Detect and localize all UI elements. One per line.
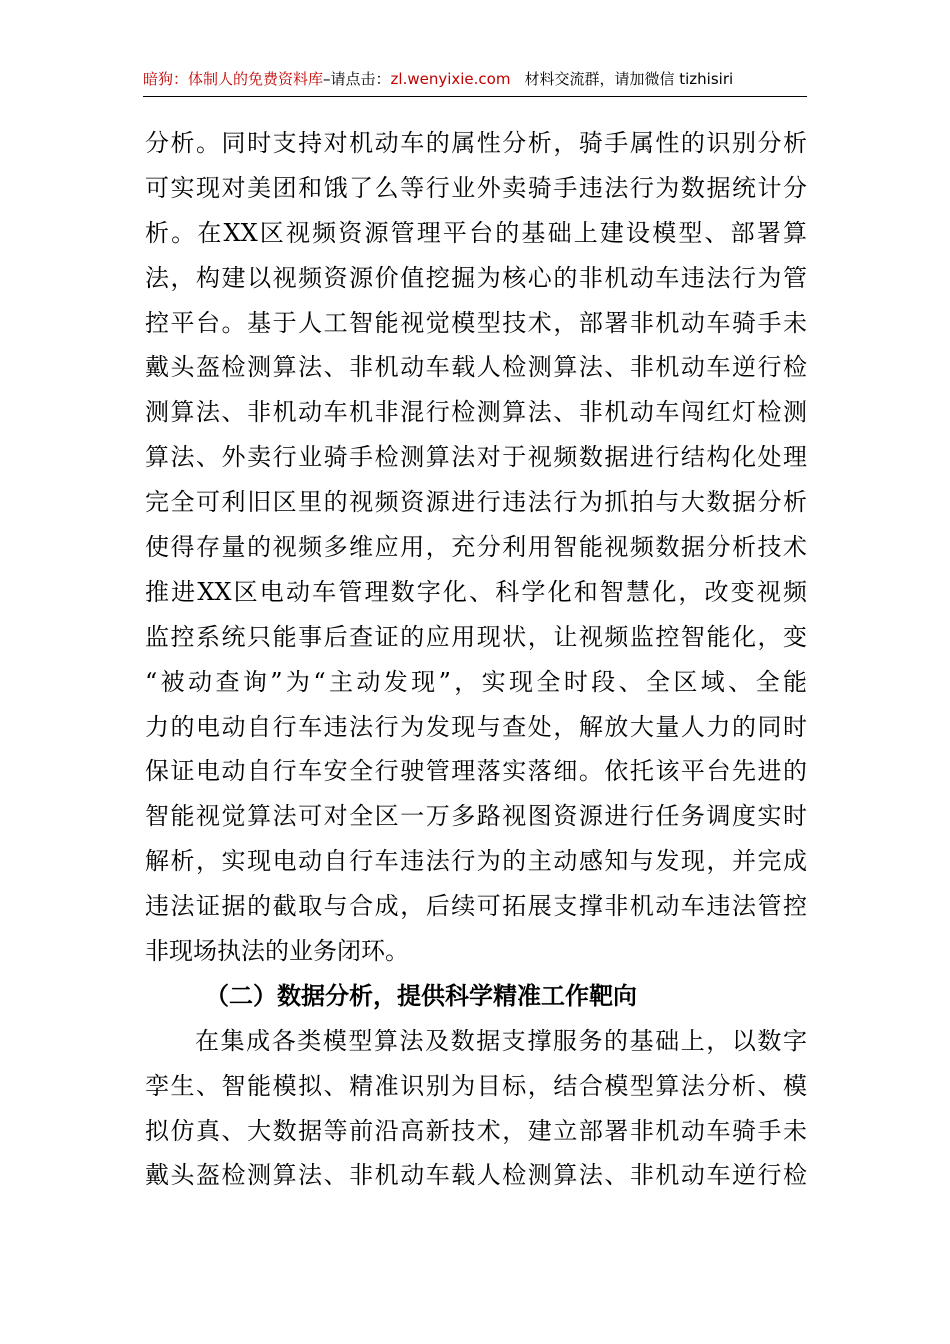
paragraph-1 bbox=[145, 121, 807, 974]
text-line: 在集成各类模型算法及数据支撑服务的基础上，以数字 bbox=[195, 1026, 807, 1055]
text-line: 解析，实现电动自行车违法行为的主动感知与发现，并完成 bbox=[145, 847, 807, 876]
text-line: 智能视觉算法可对全区一万多路视图资源进行任务调度实时 bbox=[145, 802, 807, 831]
text-line: 使得存量的视频多维应用，充分利用智能视频数据分析技术 bbox=[145, 533, 807, 562]
text-line: 可实现对美团和饿了么等行业外卖骑手违法行为数据统计分 bbox=[145, 173, 807, 202]
section-heading: （二）数据分析，提供科学精准工作靶向 bbox=[205, 980, 637, 1010]
text-line: 戴头盔检测算法、非机动车载人检测算法、非机动车逆行检 bbox=[145, 1161, 807, 1190]
text-line: 法，构建以视频资源价值挖掘为核心的非机动车违法行为管 bbox=[145, 263, 807, 292]
text-line: 非现场执法的业务闭环。 bbox=[145, 937, 409, 966]
text-line: 控平台。基于人工智能视觉模型技术，部署非机动车骑手未 bbox=[145, 308, 807, 337]
page-header bbox=[143, 68, 807, 97]
header-url-link[interactable]: zl.wenyixie.com bbox=[390, 70, 511, 88]
text-line: 算法、外卖行业骑手检测算法对于视频数据进行结构化处理 bbox=[145, 443, 807, 472]
paragraph-2 bbox=[145, 1019, 807, 1199]
text-line: 违法证据的截取与合成，后续可拓展支撑非机动车违法管控 bbox=[145, 892, 807, 921]
text-line: 测算法、非机动车机非混行检测算法、非机动车闯红灯检测 bbox=[145, 398, 807, 427]
text-line: 保证电动自行车安全行驶管理落实落细。依托该平台先进的 bbox=[145, 757, 807, 786]
text-line: 分析。同时支持对机动车的属性分析，骑手属性的识别分析 bbox=[145, 129, 807, 157]
text-line: 戴头盔检测算法、非机动车载人检测算法、非机动车逆行检 bbox=[145, 353, 807, 382]
text-line: 推进XX区电动车管理数字化、科学化和智慧化，改变视频 bbox=[145, 577, 807, 606]
header-group-text: 材料交流群，请加微信 tizhisiri bbox=[524, 70, 734, 88]
text-line: 析。在XX区视频资源管理平台的基础上建设模型、部署算 bbox=[145, 218, 807, 247]
text-line: 完全可利旧区里的视频资源进行违法行为抓拍与大数据分析 bbox=[145, 488, 807, 517]
document-body bbox=[145, 121, 807, 1198]
text-line: 监控系统只能事后查证的应用现状，让视频监控智能化，变 bbox=[145, 622, 807, 651]
header-site-name: 暗狗：体制人的免费资料库 bbox=[143, 70, 324, 88]
text-line: 力的电动自行车违法行为发现与查处，解放大量人力的同时 bbox=[145, 712, 807, 741]
text-line: 拟仿真、大数据等前沿高新技术，建立部署非机动车骑手未 bbox=[145, 1116, 807, 1145]
text-line: 孪生、智能模拟、精准识别为目标，结合模型算法分析、模 bbox=[145, 1071, 807, 1100]
text-line: “被动查询”为“主动发现”，实现全时段、全区域、全能 bbox=[145, 667, 807, 696]
header-click-prompt: –请点击： bbox=[323, 70, 391, 88]
